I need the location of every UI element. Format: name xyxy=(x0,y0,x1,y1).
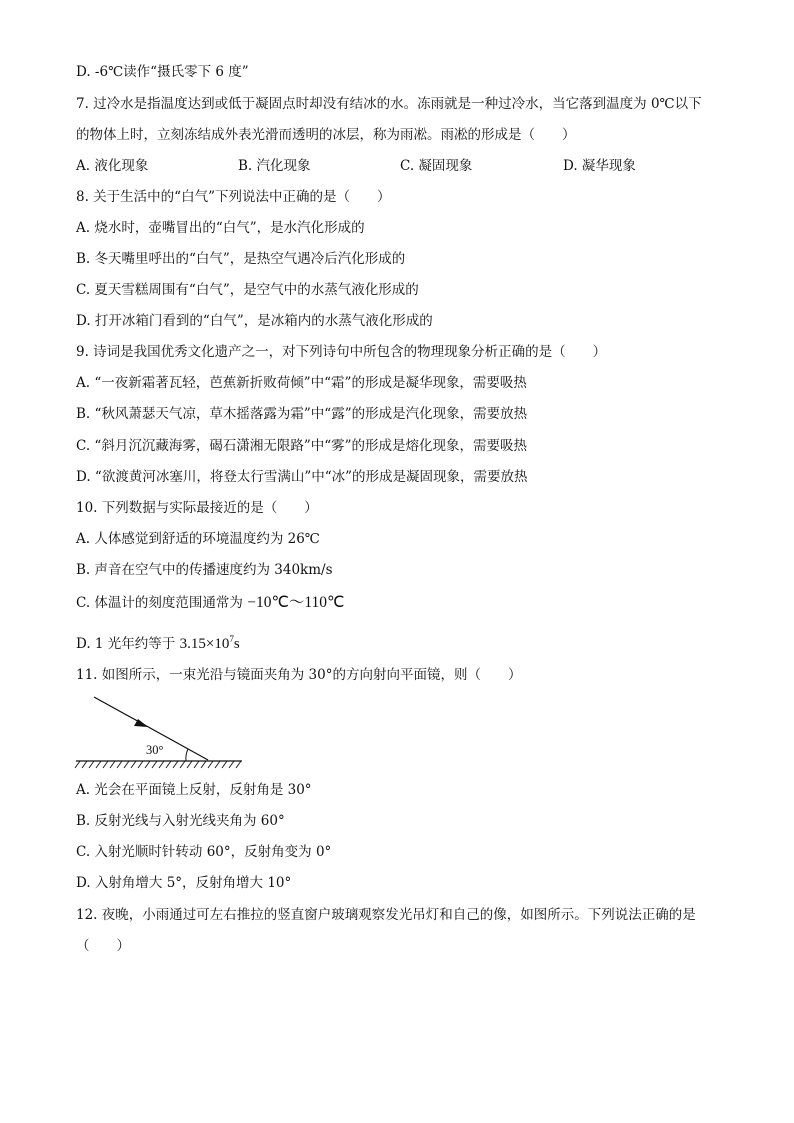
q12-stem-line1: 12. 夜晚，小雨通过可左右推拉的竖直窗户玻璃观察发光吊灯和自己的像，如图所示。下列说法正确的是 xyxy=(76,907,696,923)
q10-option-d-text: D. 1 光年约等于 xyxy=(76,636,176,652)
q11-option-d: D. 入射角增大 5°，反射角增大 10° xyxy=(76,875,292,891)
q7-option-b: B. 汽化现象 xyxy=(238,158,311,174)
q7-stem-line2: 的物体上时，立刻冻结成外表光滑而透明的冰层，称为雨凇。雨凇的形成是（ ） xyxy=(76,127,576,143)
q6-option-d: D. -6℃读作“摄氏零下 6 度” xyxy=(76,64,249,80)
q7-option-d: D. 凝华现象 xyxy=(563,158,636,174)
q10-option-a: A. 人体感觉到舒适的环境温度约为 26℃ xyxy=(76,531,320,547)
q8-option-b: B. 冬天嘴里呼出的“白气”，是热空气遇冷后汽化形成的 xyxy=(76,251,406,267)
q10-d-base: 3.15×10 xyxy=(179,636,230,652)
q11-mirror-figure xyxy=(74,692,244,774)
q10-d-unit: s xyxy=(233,636,240,652)
q10-stem: 10. 下列数据与实际最接近的是（ ） xyxy=(76,500,318,516)
q9-option-b: B. “秋风萧瑟天气凉，草木摇落露为霜”中“露”的形成是汽化现象，需要放热 xyxy=(76,406,528,422)
q10-option-c-formula: −10℃～110℃ xyxy=(247,594,345,611)
q10-option-c-text: C. 体温计的刻度范围通常为 xyxy=(76,595,243,611)
q10-option-c xyxy=(76,594,344,612)
q8-option-a: A. 烧水时，壶嘴冒出的“白气”，是水汽化形成的 xyxy=(76,220,365,236)
q11-stem: 11. 如图所示，一束光沿与镜面夹角为 30°的方向射向平面镜，则（ ） xyxy=(76,667,522,683)
q9-option-c: C. “斜月沉沉藏海雾，碣石潇湘无限路”中“雾”的形成是熔化现象，需要吸热 xyxy=(76,438,528,454)
q10-option-d xyxy=(76,630,240,653)
q10-d-exponent: 7 xyxy=(229,634,234,644)
q9-option-a: A. “一夜新霜著瓦轻，芭蕉新折败荷倾”中“霜”的形成是凝华现象，需要吸热 xyxy=(76,375,527,391)
q7-option-c: C. 凝固现象 xyxy=(400,158,473,174)
q9-option-d: D. “欲渡黄河冰塞川，将登太行雪满山”中“冰”的形成是凝固现象，需要放热 xyxy=(76,469,528,485)
q12-stem-line2: （ ） xyxy=(76,938,130,954)
q11-option-a: A. 光会在平面镜上反射，反射角是 30° xyxy=(76,782,312,798)
q7-option-a: A. 液化现象 xyxy=(76,158,149,174)
angle-arc xyxy=(186,749,188,761)
q10-option-b: B. 声音在空气中的传播速度约为 340km/s xyxy=(76,562,333,578)
q9-stem: 9. 诗词是我国优秀文化遗产之一，对下列诗句中所包含的物理现象分析正确的是（ ） xyxy=(76,344,607,360)
q8-option-c: C. 夏天雪糕周围有“白气”，是空气中的水蒸气液化形成的 xyxy=(76,282,419,298)
q11-option-b: B. 反射光线与入射光线夹角为 60° xyxy=(76,813,285,829)
q8-option-d: D. 打开冰箱门看到的“白气”，是冰箱内的水蒸气液化形成的 xyxy=(76,313,433,329)
q8-stem: 8. 关于生活中的“白气”下列说法中正确的是（ ） xyxy=(76,189,391,205)
angle-label: 30° xyxy=(146,743,164,757)
q10-option-d-formula xyxy=(180,636,240,652)
q7-stem-line1: 7. 过冷水是指温度达到或低于凝固点时却没有结冰的水。冻雨就是一种过冷水，当它落到温度为 0℃以下 xyxy=(76,96,702,112)
mirror-hatching xyxy=(75,761,241,768)
q11-option-c: C. 入射光顺时针转动 60°，反射角变为 0° xyxy=(76,844,332,860)
